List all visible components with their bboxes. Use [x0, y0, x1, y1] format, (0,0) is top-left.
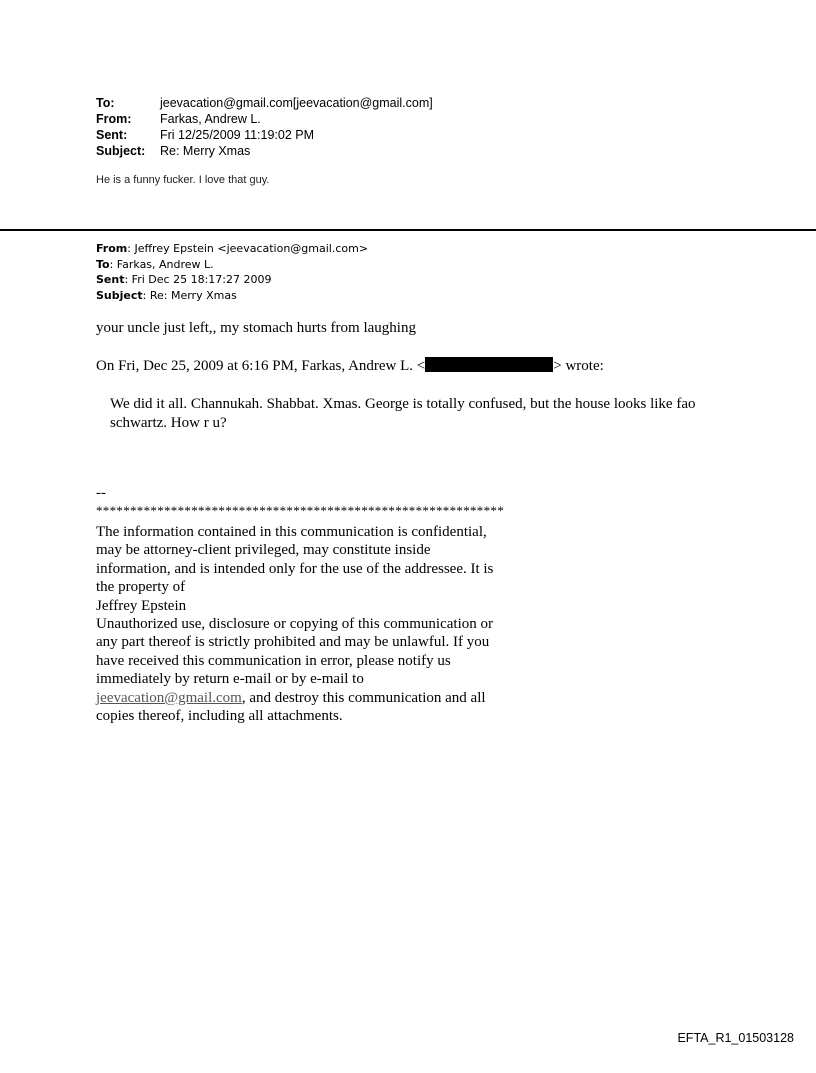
forwarded-sent-label: Sent — [96, 273, 125, 286]
quote-intro — [96, 357, 604, 375]
email-header — [96, 95, 433, 159]
disclaimer-owner: Jeffrey Epstein — [96, 597, 187, 614]
redaction-block — [425, 357, 553, 372]
forwarded-sent-row — [96, 272, 368, 288]
disclaimer-part1: The information contained in this communication is confidential, may be attorney-client privileged, may constitute inside information, and is intended only for the use of the addressee. It is the property of — [96, 524, 494, 596]
header-subject-row — [96, 143, 433, 159]
quote-intro-end: > wrote: — [553, 358, 604, 374]
forwarded-subject-row — [96, 288, 368, 304]
signature-stars: ************************************************************ — [96, 503, 504, 518]
from-value: Farkas, Andrew L. — [160, 112, 261, 126]
forwarded-subject-label: Subject — [96, 288, 143, 302]
document-id: EFTA_R1_01503128 — [677, 1031, 794, 1045]
forwarded-to-value: : Farkas, Andrew L. — [109, 257, 214, 271]
signature-dashes: -- — [96, 485, 106, 501]
forwarded-from-label: From — [96, 242, 128, 255]
forwarded-subject-value: : Re: Merry Xmas — [142, 288, 237, 302]
message-body: He is a funny fucker. I love that guy. — [96, 174, 270, 186]
forwarded-header — [96, 241, 368, 303]
confidentiality-disclaimer — [96, 523, 496, 725]
disclaimer-email-link[interactable]: jeevacation@gmail.com — [96, 689, 242, 706]
forwarded-to-label: To — [96, 257, 110, 271]
header-from-row — [96, 111, 433, 127]
to-value: jeevacation@gmail.com[jeevacation@gmail.com] — [160, 96, 433, 110]
disclaimer-part2: Unauthorized use, disclosure or copying of this communication or any part thereof is strictly prohibited and may be unlawful. If you have received this communication in error, please notify us immediately by return e-mail or by e-mail to — [96, 616, 493, 688]
forwarded-sent-value: : Fri Dec 25 18:17:27 2009 — [124, 273, 272, 286]
forwarded-from-row — [96, 241, 368, 257]
quoted-message: We did it all. Channukah. Shabbat. Xmas. George is totally confused, but the house looks like fao schwartz. How r u? — [110, 396, 696, 431]
quote-intro-start: On Fri, Dec 25, 2009 at 6:16 PM, Farkas, Andrew L. < — [96, 358, 426, 374]
forwarded-to-row — [96, 257, 368, 273]
disclaimer-part3: , and destroy this communication and all copies thereof, including all attachments. — [96, 689, 486, 725]
forwarded-from-value: : Jeffrey Epstein <jeevacation@gmail.com> — [127, 242, 369, 255]
header-to-row — [96, 95, 433, 111]
reply-text: your uncle just left,, my stomach hurts from laughing — [96, 320, 416, 336]
from-label: From: — [96, 112, 132, 126]
to-label: To: — [96, 96, 115, 110]
sent-value: Fri 12/25/2009 11:19:02 PM — [160, 128, 315, 142]
subject-label: Subject: — [96, 144, 146, 158]
subject-value: Re: Merry Xmas — [160, 144, 251, 158]
sent-label: Sent: — [96, 128, 128, 142]
divider — [0, 229, 816, 231]
header-sent-row — [96, 127, 433, 143]
